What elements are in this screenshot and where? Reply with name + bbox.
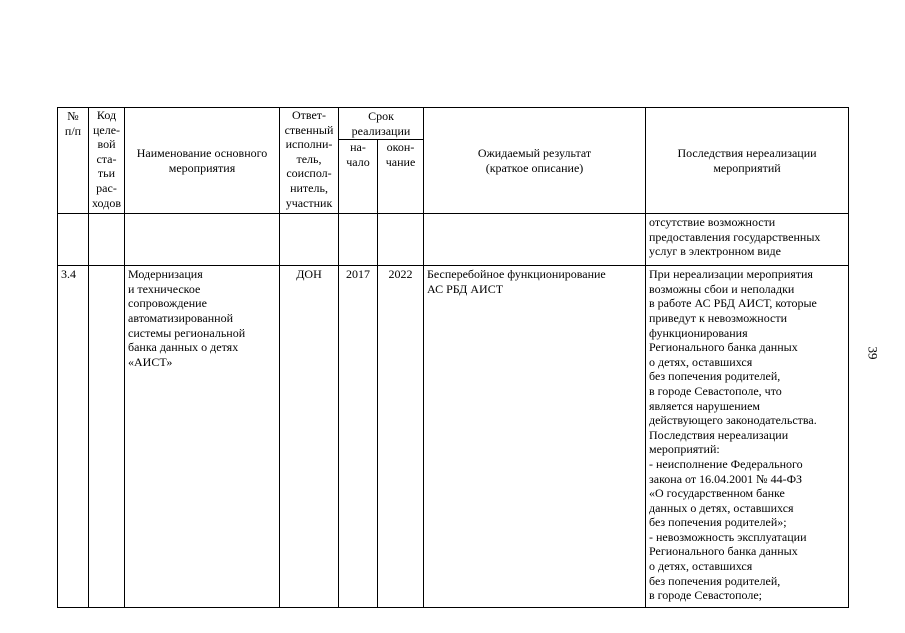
table-row	[58, 266, 849, 608]
cell-num	[58, 214, 89, 266]
cell-responsible	[280, 214, 339, 266]
program-activities-table	[57, 107, 849, 608]
table-header-row	[58, 108, 849, 140]
cell-result	[424, 214, 646, 266]
cell-code	[89, 266, 125, 608]
page-number: 39	[865, 346, 881, 360]
header-num: № п/п	[58, 108, 89, 214]
table-row	[58, 214, 849, 266]
cell-consequences: отсутствие возможности предоставления государственных услуг в электронном виде	[646, 214, 849, 266]
header-responsible: Ответ- ственный исполни- тель, соиспол- нитель, участник	[280, 108, 339, 214]
cell-end	[378, 214, 424, 266]
header-code: Код целе- вой ста- тьи рас- ходов	[89, 108, 125, 214]
header-consequences: Последствия нереализации мероприятий	[646, 108, 849, 214]
cell-name	[125, 214, 280, 266]
cell-result: Бесперебойное функционирование АС РБД АИСТ	[424, 266, 646, 608]
header-start: на- чало	[339, 140, 378, 214]
header-result: Ожидаемый результат (краткое описание)	[424, 108, 646, 214]
cell-end: 2022	[378, 266, 424, 608]
cell-start: 2017	[339, 266, 378, 608]
header-end: окон- чание	[378, 140, 424, 214]
cell-name: Модернизация и техническое сопровождение автоматизированной системы региональной банка данных о детях «АИСТ»	[125, 266, 280, 608]
header-term: Срок реализации	[339, 108, 424, 140]
header-name: Наименование основного мероприятия	[125, 108, 280, 214]
cell-responsible: ДОН	[280, 266, 339, 608]
cell-code	[89, 214, 125, 266]
cell-num: 3.4	[58, 266, 89, 608]
cell-consequences: При нереализации мероприятия возможны сбои и неполадки в работе АС РБД АИСТ, которые приведут к невозможности функционирования Регионального банка данных о детях, оставшихся без попечения родителей, в городе Севастополе, что является нарушением действующего законодательства. Последствия нереализации мероприятий: - неисполнение Федерального закона от 16.04.2001 № 44-ФЗ «О государственном банке данных о детях, оставшихся без попечения родителей»; - невозможность эксплуатации Регионального банка данных о детях, оставшихся без попечения родителей, в городе Севастополе;	[646, 266, 849, 608]
cell-start	[339, 214, 378, 266]
